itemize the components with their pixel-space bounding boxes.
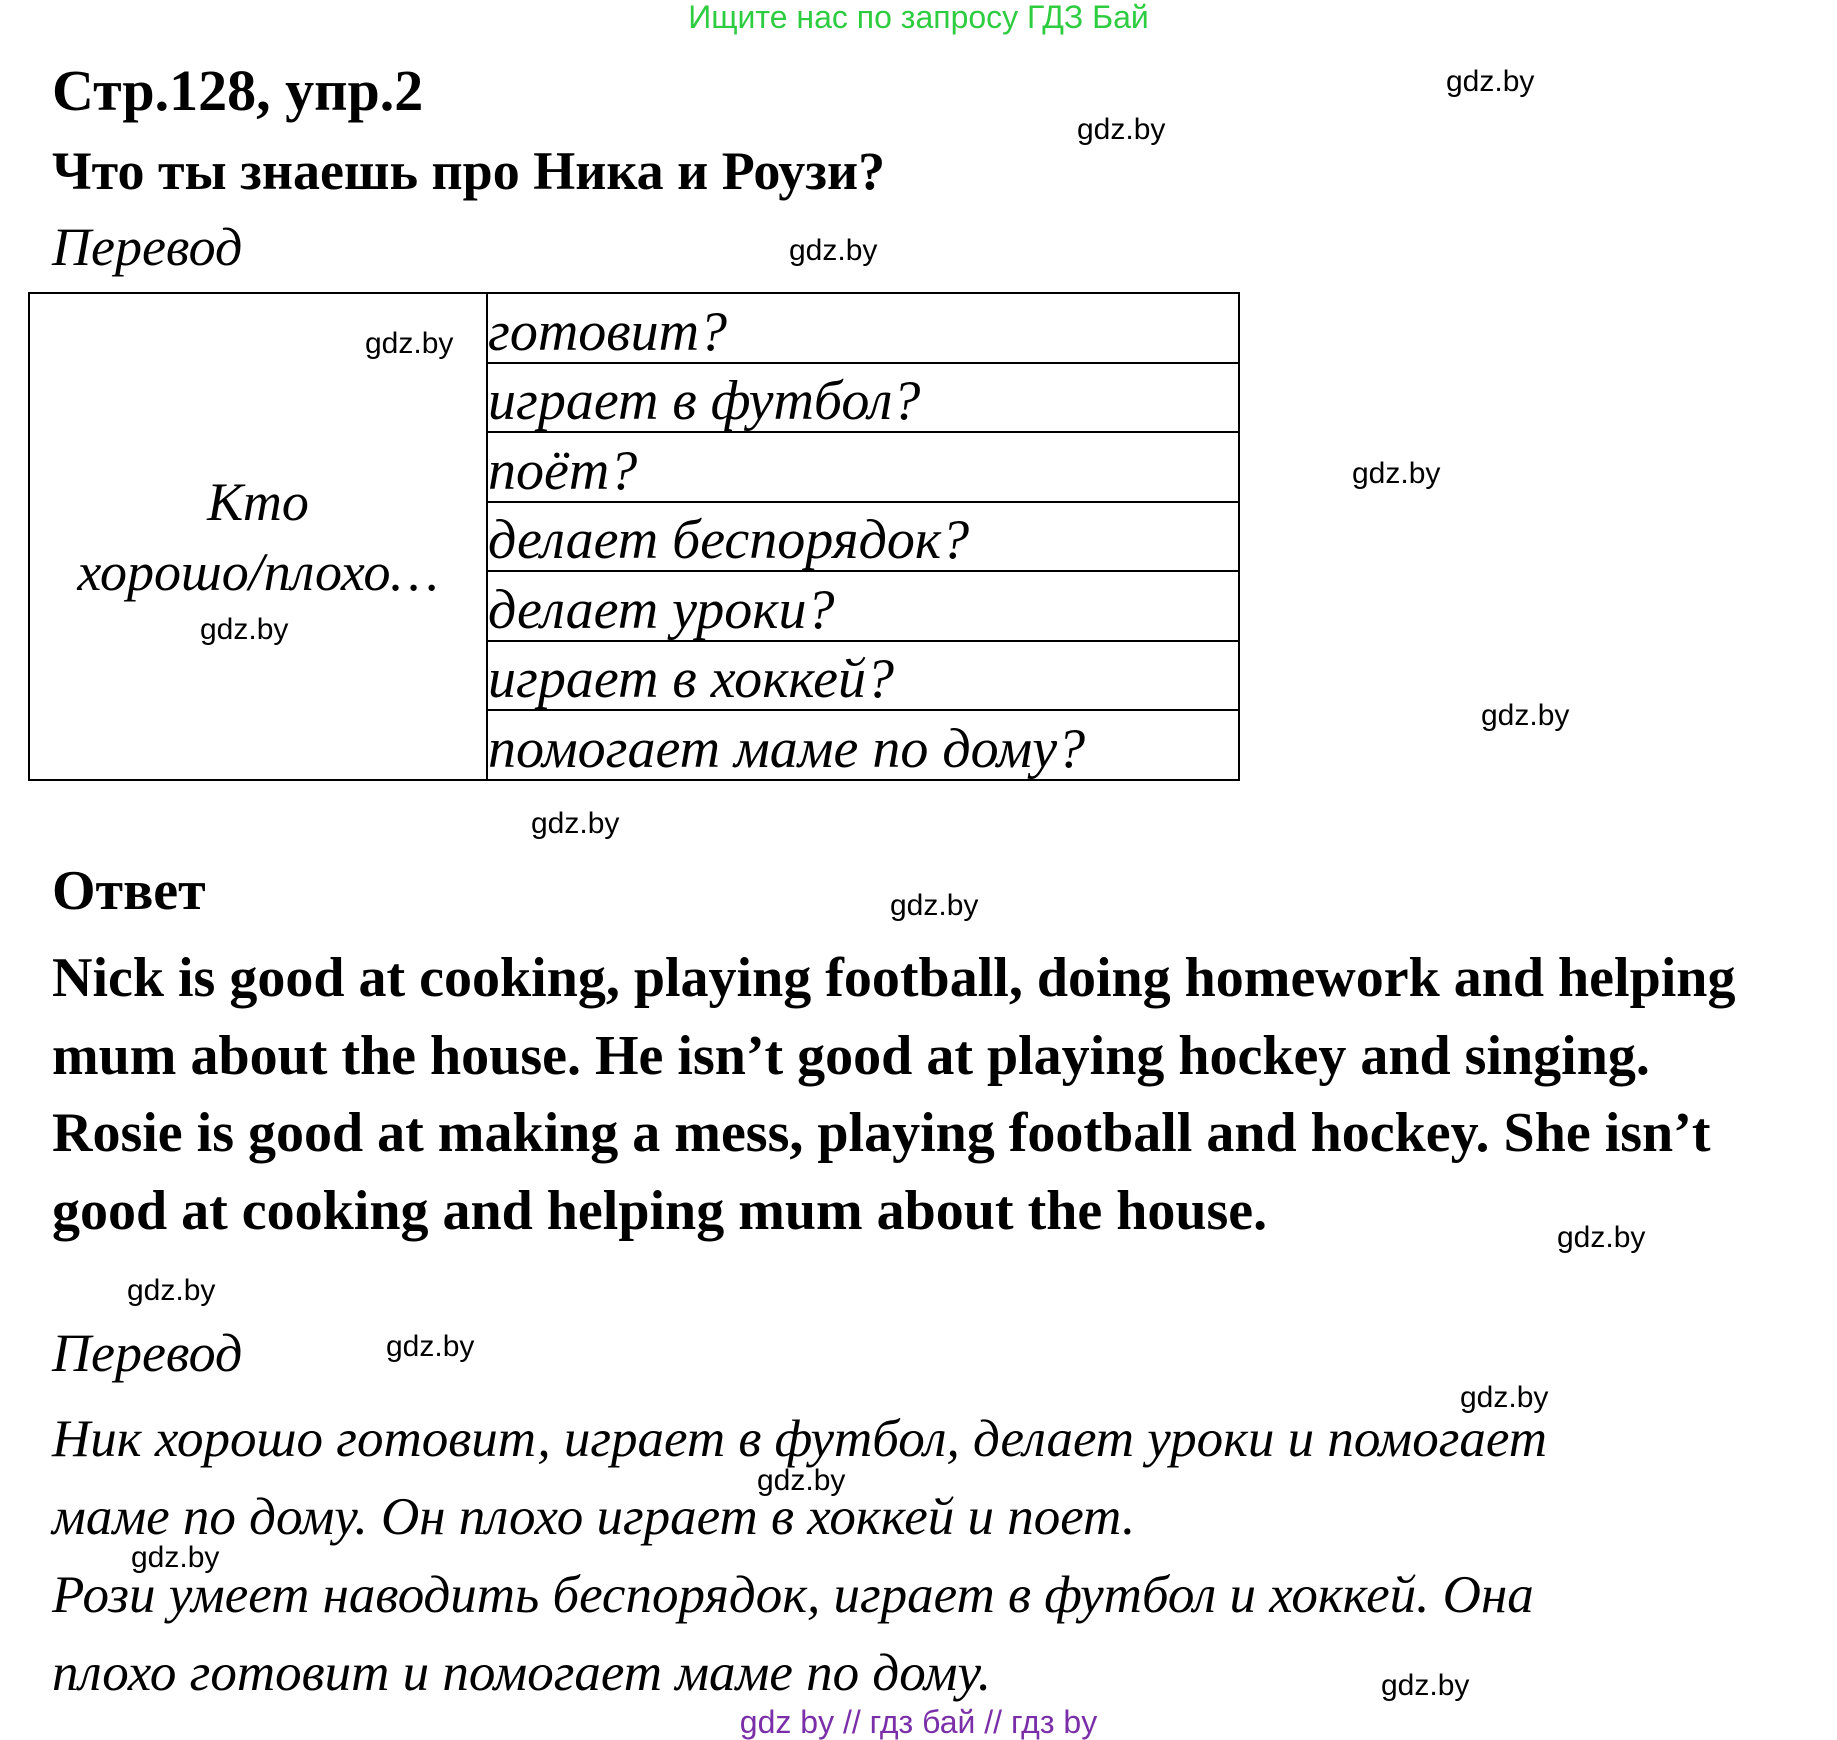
left-cell-line2: хорошо/плохо… <box>77 541 439 602</box>
watermark: gdz.by <box>1381 1669 1470 1702</box>
translation-label-top: Перевод <box>52 217 243 277</box>
watermark: gdz.by <box>1077 113 1166 146</box>
watermark: gdz.by <box>131 1541 220 1574</box>
left-cell-line1: Кто <box>207 471 309 532</box>
answer-line: good at cooking and helping mum about the house. <box>52 1179 1268 1242</box>
answer-line: mum about the house. He isn’t good at playing hockey and singing. <box>52 1024 1650 1087</box>
watermark: gdz.by <box>200 613 289 646</box>
table-left-cell <box>29 293 487 780</box>
translation-line: плохо готовит и помогает маме по дому. <box>52 1644 991 1702</box>
watermark: gdz.by <box>1481 699 1570 732</box>
questions-table <box>28 292 1240 781</box>
watermark: gdz.by <box>365 327 454 360</box>
answer-text <box>52 940 1832 1250</box>
question-heading: Что ты знаешь про Ника и Роузи? <box>52 141 886 201</box>
watermark: gdz.by <box>1460 1381 1549 1414</box>
translation-line: Ник хорошо готовит, играет в футбол, делает уроки и помогает <box>52 1410 1547 1468</box>
watermark: gdz.by <box>789 234 878 267</box>
watermark: gdz.by <box>386 1330 475 1363</box>
footer-links: gdz by // гдз бай // гдз by <box>739 1704 1098 1740</box>
watermark: gdz.by <box>1446 65 1535 98</box>
table-row: готовит? <box>487 293 1239 363</box>
answer-label: Ответ <box>52 860 206 922</box>
answer-line: Rosie is good at making a mess, playing football and hockey. She isn’t <box>52 1102 1711 1164</box>
watermark: gdz.by <box>1352 457 1441 490</box>
watermark: gdz.by <box>1557 1221 1646 1254</box>
table-row: делает беспорядок? <box>487 502 1239 572</box>
translation-label-bottom: Перевод <box>52 1323 243 1383</box>
watermark: gdz.by <box>890 889 979 922</box>
translation-line: Рози умеет наводить беспорядок, играет в футбол и хоккей. Она <box>52 1566 1534 1624</box>
watermark: gdz.by <box>531 807 620 840</box>
top-banner: Ищите нас по запросу ГДЗ Бай <box>688 0 1149 35</box>
table-row: играет в футбол? <box>487 363 1239 433</box>
table-row: играет в хоккей? <box>487 641 1239 711</box>
table-row: делает уроки? <box>487 571 1239 641</box>
table-row: помогает маме по дому? <box>487 710 1239 780</box>
watermark: gdz.by <box>127 1274 216 1307</box>
translation-text <box>52 1400 1832 1712</box>
translation-line: маме по дому. Он плохо играет в хоккей и поет. <box>52 1488 1136 1546</box>
page-title: Стр.128, упр.2 <box>52 58 424 123</box>
answer-line: Nick is good at cooking, playing football, doing homework and helping <box>52 947 1736 1009</box>
table-row: поёт? <box>487 432 1239 502</box>
watermark: gdz.by <box>757 1464 846 1497</box>
